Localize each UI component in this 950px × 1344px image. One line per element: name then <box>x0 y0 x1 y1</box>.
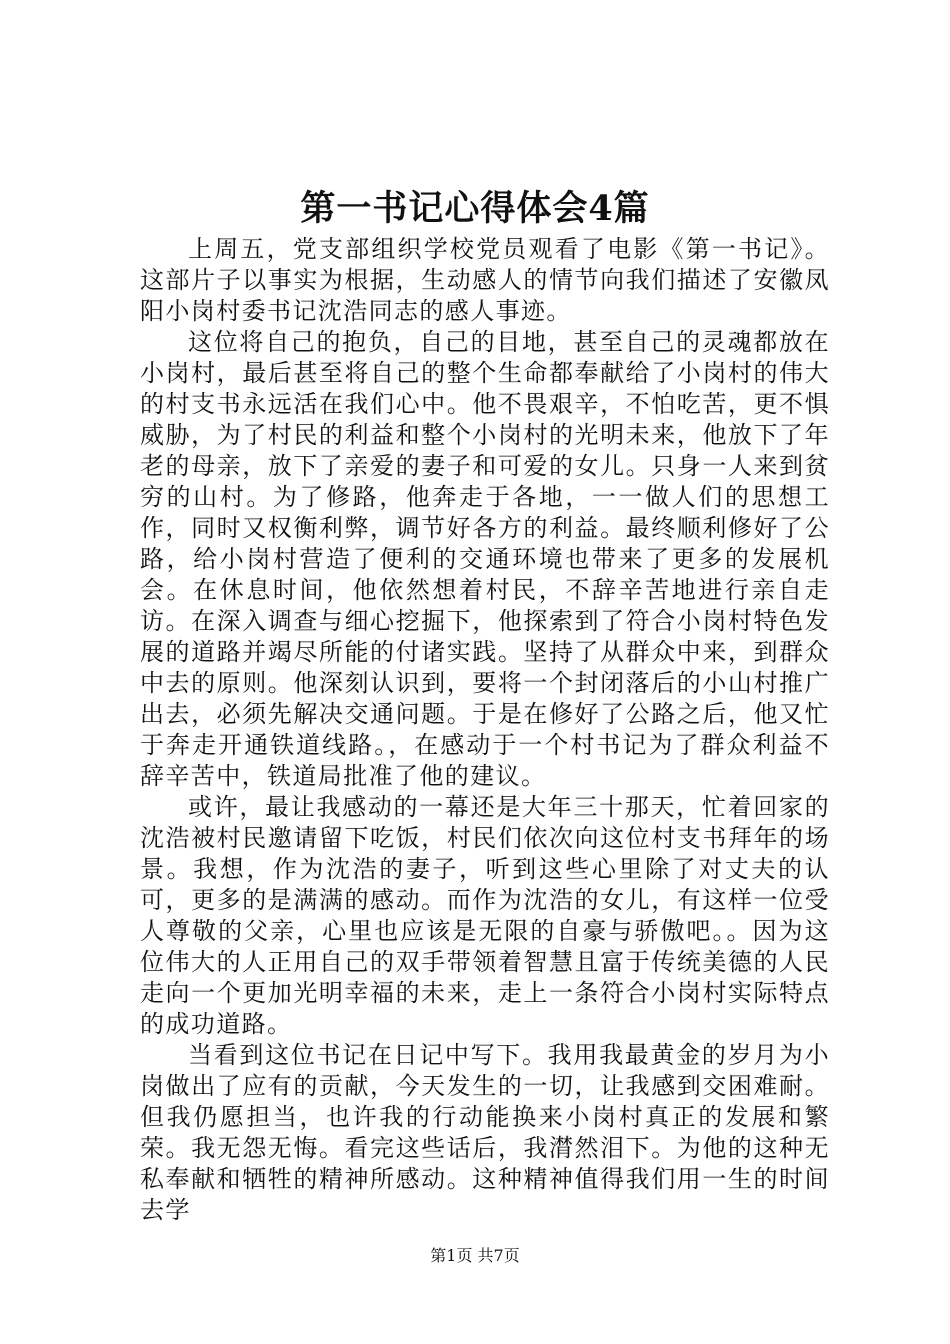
paragraph-4: 当看到这位书记在日记中写下。我用我最黄金的岁月为小岗做出了应有的贡献，今天发生的一切，让我感到交困难耐。但我仍愿担当，也许我的行动能换来小岗村真正的发展和繁荣。我无怨无悔。看完这些话后，我潸然泪下。为他的这种无私奉献和牺牲的精神所感动。这种精神值得我们用一生的时间去学 <box>140 1041 830 1224</box>
paragraph-1: 上周五，党支部组织学校党员观看了电影《第一书记》。这部片子以事实为根据，生动感人的情节向我们描述了安徽凤阳小岗村委书记沈浩同志的感人事迹。 <box>140 235 830 325</box>
document-body <box>140 234 830 1226</box>
paragraph-3: 或许，最让我感动的一幕还是大年三十那天，忙着回家的沈浩被村民邀请留下吃饭，村民们依次向这位村支书拜年的场景。我想，作为沈浩的妻子，听到这些心里除了对丈夫的认可，更多的是满满的感动。而作为沈浩的女儿，有这样一位受人尊敬的父亲，心里也应该是无限的自豪与骄傲吧。。因为这位伟大的人正用自己的双手带领着智慧且富于传统美德的人民走向一个更加光明幸福的未来，走上一条符合小岗村实际特点的成功道路。 <box>140 793 830 1038</box>
paragraph-2: 这位将自己的抱负，自己的目地，甚至自己的灵魂都放在小岗村，最后甚至将自己的整个生命都奉献给了小岗村的伟大的村支书永远活在我们心中。他不畏艰辛，不怕吃苦，更不惧威胁，为了村民的利益和整个小岗村的光明未来，他放下了年老的母亲，放下了亲爱的妻子和可爱的女儿。只身一人来到贫穷的山村。为了修路，他奔走于各地，一一做人们的思想工作，同时又权衡利弊，调节好各方的利益。最终顺利修好了公路，给小岗村营造了便利的交通环境也带来了更多的发展机会。在休息时间，他依然想着村民，不辞辛苦地进行亲自走访。在深入调查与细心挖掘下，他探索到了符合小岗村特色发展的道路并竭尽所能的付诸实践。坚持了从群众中来，到群众中去的原则。他深刻认识到，要将一个封闭落后的小山村推广出去，必须先解决交通问题。于是在修好了公路之后，他又忙于奔走开通铁道线路。，在感动于一个村书记为了群众利益不辞辛苦中，铁道局批准了他的建议。 <box>140 328 830 790</box>
page-footer: 第1页 共7页 <box>430 1246 520 1265</box>
document-title: 第一书记心得体会4篇 <box>300 188 650 229</box>
